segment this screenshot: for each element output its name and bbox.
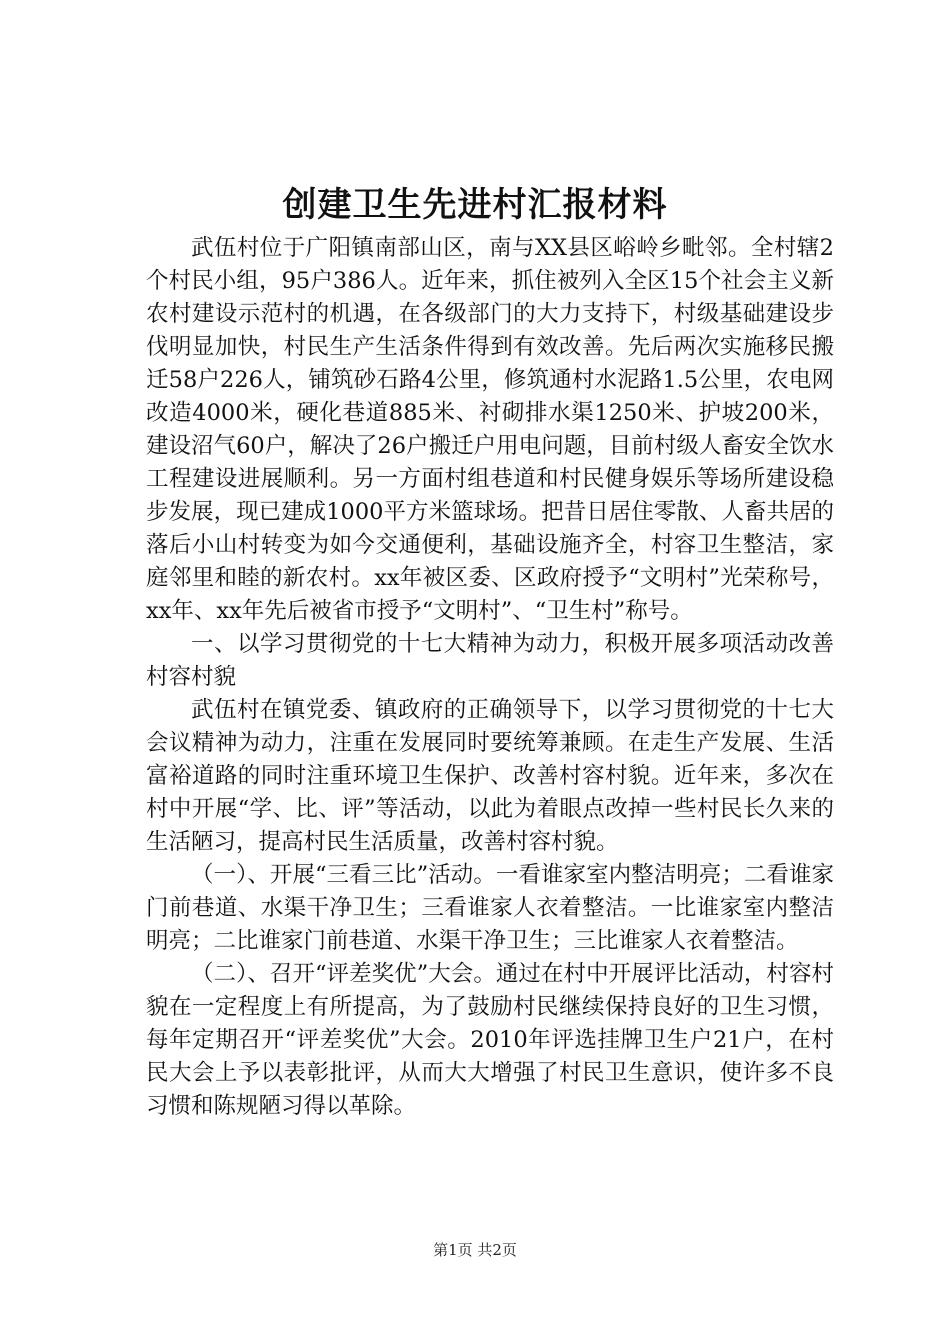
- page-number-footer: 第1页 共2页: [433, 1241, 517, 1259]
- paragraph-section-body: 武伍村在镇党委、镇政府的正确领导下，以学习贯彻党的十七大会议精神为动力，注重在发展同时要统筹兼顾。在走生产发展、生活富裕道路的同时注重环境卫生保护、改善村容村貌。近年来，多次在村中开展“学、比、评”等活动，以此为着眼点改掉一些村民长久来的生活陋习，提高村民生活质量，改善村容村貌。: [146, 697, 834, 855]
- paragraph-intro: 武伍村位于广阳镇南部山区，南与XX县区峪岭乡毗邻。全村辖2个村民小组，95户386人。近年来，抓住被列入全区15个社会主义新农村建设示范村的机遇，在各级部门的大力支持下，村级基础建设步伐明显加快，村民生产生活条件得到有效改善。先后两次实施移民搬迁58户226人，铺筑砂石路4公里，修筑通村水泥路1.5公里，农电网改造4000米，硬化巷道885米、衬砌排水渠1250米、护坡200米，建设沼气60户，解决了26户搬迁户用电问题，目前村级人畜安全饮水工程建设进展顺利。另一方面村组巷道和村民健身娱乐等场所建设稳步发展，现已建成1000平方米篮球场。把昔日居住零散、人畜共居的落后小山村转变为如今交通便利，基础设施齐全，村容卫生整洁，家庭邻里和睦的新农村。xx年被区委、区政府授予“文明村”光荣称号，xx年、xx年先后被省市授予“文明村”、“卫生村”称号。: [146, 235, 834, 624]
- section-heading: 一、以学习贯彻党的十七大精神为动力，积极开展多项活动改善村容村貌: [146, 631, 834, 690]
- document-body: [146, 232, 834, 1123]
- document-title: 创建卫生先进村汇报材料: [282, 185, 668, 225]
- paragraph-item-two: （二）、召开“评差奖优”大会。通过在村中开展评比活动，村容村貌在一定程度上有所提高，为了鼓励村民继续保持良好的卫生习惯，每年定期召开“评差奖优”大会。2010年评选挂牌卫生户21户，在村民大会上予以表彰批评，从而大大增强了村民卫生意识，使许多不良习惯和陈规陋习得以革除。: [146, 961, 834, 1119]
- paragraph-item-one: （一）、开展“三看三比”活动。一看谁家室内整洁明亮；二看谁家门前巷道、水渠干净卫生；三看谁家人衣着整洁。一比谁家室内整洁明亮；二比谁家门前巷道、水渠干净卫生；三比谁家人衣着整洁。: [146, 862, 834, 954]
